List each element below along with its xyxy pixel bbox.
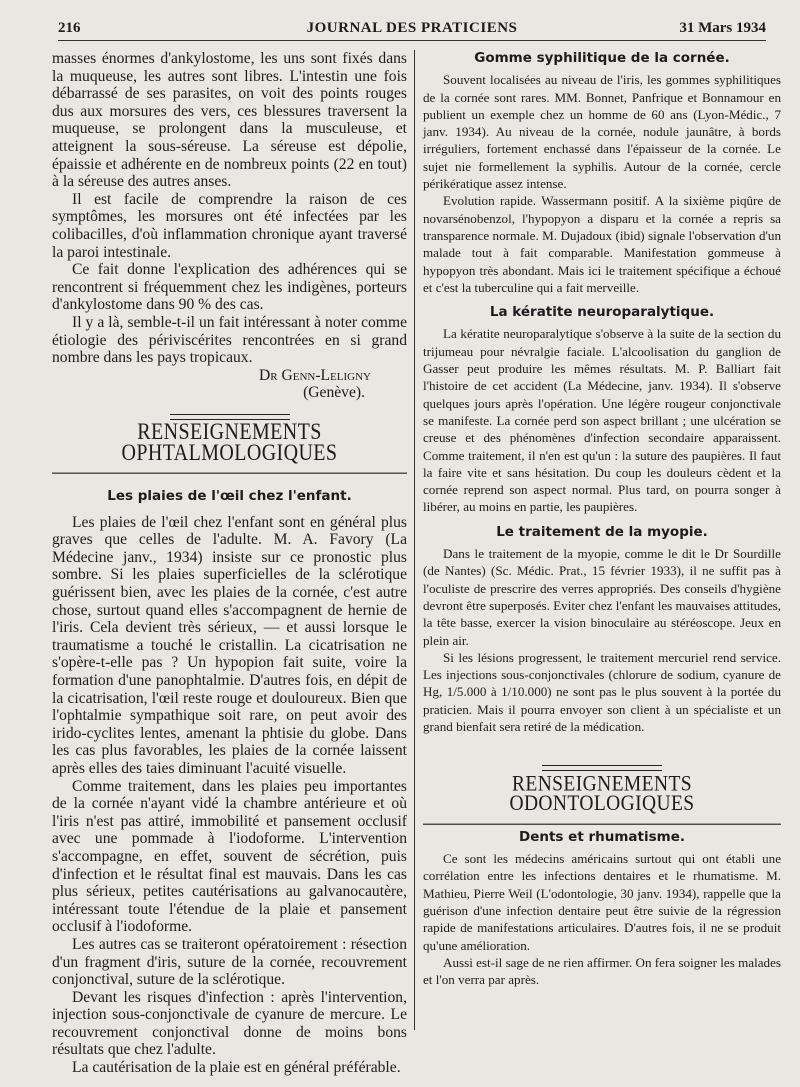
paragraph: Ce sont les médecins américains surtout qui ont établi une corrélation entre les infections dentaires et le rhumatisme. M. Mathieu, Pierre Weil (L'odontologie, 30 janv. 1934), rappelle que la guérison d'une infection dentaire peut être suivie de la régression rapide de manifestations articulaires. D'autres fois, il ne se produit qu'une amélioration. <box>423 851 781 953</box>
page-header <box>58 20 766 41</box>
journal-title: JOURNAL DES PRATICIENS <box>306 20 518 36</box>
paragraph: Ce fait donne l'explication des adhérences qui se rencontrent si fréquemment chez les indigènes, porteurs d'ankylostome dans 90 % des cas. <box>52 261 407 314</box>
paragraph: Il y a là, semble-t-il un fait intéressant à noter comme étiologie des périviscérites rencontrées en si grand nombre dans les pays tropicaux. <box>52 313 407 367</box>
paragraph: Devant les risques d'infection : après l'intervention, injection sous-conjonctivale de cyanure de mercure. Le recouvrement conjonctival donne de moins bons résultats que chez l'adulte. <box>52 988 407 1059</box>
paragraph: Dans le traitement de la myopie, comme le dit le Dr Sourdille (de Nantes) (Sc. Médic. Prat., 15 février 1933), il ne suffit pas à l'oculiste de prescrire des verres appropriés. Des conseils d'hygiène devront être superposés. Eviter chez l'enfant les mauvaises attitudes, la tête basse, exercer la vision binoculaire au stéréoscope. Jeux en plein air. <box>423 546 781 648</box>
left-column <box>52 50 407 1077</box>
right-column <box>423 50 781 1047</box>
paragraph: Aussi est-il sage de ne rien affirmer. On fera soigner les malades et l'on verra par après. <box>423 954 781 988</box>
article-title: Le traitement de la myopie. <box>496 523 708 540</box>
section-title-ophtalmology: RENSEIGNEMENTS OPHTALMOLOGIQUES <box>52 416 407 474</box>
paragraph: Comme traitement, dans les plaies peu importantes de la cornée n'ayant vidé la chambre antérieure et où l'iris n'est pas attiré, immobilité et pansement occlusif avec une pommade à l'iodoforme. L'intervention s'accompagne, en effet, souvent de sécrétion, puis d'infection et le résultat final est mauvais. Dans les cas plus sérieux, petites cautérisations au galvanocautère, intéressant toute l'étendue de la plaie et pansement occlusif à l'iodoforme. <box>52 777 407 936</box>
paragraph: Les autres cas se traiteront opératoirement : résection d'un fragment d'iris, suture de la cornée, recouvrement conjonctival, suture de la sclérotique. <box>52 935 407 989</box>
paragraph: Il est facile de comprendre la raison de ces symptômes, les morsures ont été infectées par les colibacilles, d'où inflammation chronique ayant traversé la paroi intestinale. <box>52 190 407 261</box>
author-signature: Dr Genn-Leligny <box>258 366 371 384</box>
paragraph: La cautérisation de la plaie est en général préférable. <box>72 1059 401 1077</box>
paragraph: Evolution rapide. Wassermann positif. A la sixième piqûre de novarsénobenzol, l'hypopyon a disparu et la cornée a repris sa transparence normale. M. Dujadoux (ibid) signale l'observation d'un malade tout à fait comparable. Manifestation gommeuse à hypopyon très abondant. Mais ici le traitement spécifique a échoué et c'est la tuberculine qui a fait merveille. <box>423 193 781 295</box>
page-number: 216 <box>58 20 81 36</box>
article-title: Les plaies de l'œil chez l'enfant. <box>107 488 352 505</box>
paragraph: Les plaies de l'œil chez l'enfant sont en général plus graves que celles de l'adulte. M. A. Favory (La Médecine janv., 1934) insiste sur ce pronostic plus sombre. Si les plaies superficielles de la sclérotique guérissent bien, avec les plaies de la cornée, c'est autre chose, surtout quand elles s'accompagnent de hernie de l'iris. Cela devient très sérieux, — et aussi lorsque le traumatisme a touché le cristallin. La cicatrisation ne s'opère-t-elle pas ? Un hypopion fait suite, voire la formation d'une panophtalmie. D'autres fois, en dépit de la cicatrisation, l'œil reste rouge et douloureux. Bien que l'ophtalmie sympathique soit rare, on peut avoir des irido-cyclites lentes, amenant la phtisie du globe. Dans les cas plus favorables, les plaies de la cornée laissent après elles des taies diminuant l'acuité visuelle. <box>52 513 407 777</box>
paragraph: Souvent localisées au niveau de l'iris, les gommes syphilitiques de la cornée sont rares. MM. Bonnet, Panfrique et Bonnamour en publient un exemple chez un homme de 60 ans (Lyon-Médic., 7 janv. 1934). Au niveau de la cornée, nodule jaunâtre, à bords irréguliers, fortement enchassé dans l'épaisseur de la cornée. Le sujet nie formellement la syphilis. Autour de la cornée, cercle périkératique assez intense. <box>423 72 781 192</box>
column-divider <box>414 50 415 1030</box>
article-title: Gomme syphilitique de la cornée. <box>474 50 730 66</box>
paragraph: Si les lésions progressent, le traitement mercuriel rend service. Les injections sous-conjonctivales (chlorure de sodium, cyanure de Hg, 1/5.000 à 1/10.000) ne sont pas le plus souvent à la portée du praticien. Mais il pourra envoyer son client à un spécialiste et un grand bienfait sera retiré de la médication. <box>423 649 781 734</box>
article-title: La kératite neuroparalytique. <box>489 304 715 321</box>
author-city: (Genève). <box>303 384 365 402</box>
paragraph: La kératite neuroparalytique s'observe à la suite de la section du trijumeau pour névralgie faciale. L'alcoolisation du ganglion de Gasser peut produire les mêmes résultats. M. P. Balliart fait l'histoire de cet accident (La Médecine, janv. 1934). Il s'observe quelques jours après l'opération. Une légère rougeur conjonctivale se manifeste. La cornée perd son aspect brillant ; une ulcération se creuse et des phénomènes d'infection secondaire apparaissent. Comme traitement, il n'en est qu'un : la suture des paupières. Il faut la faire vite et sans hésitation. Du coup les douleurs cèdent et la cornée reprend son aspect normal. Plus tard, on pourra songer à libérer, au moins en partie, les paupières. <box>423 326 781 515</box>
paragraph: masses énormes d'ankylostome, les uns sont fixés dans la muqueuse, les autres sont libres. L'intestin une fois débarrassé de ses parasites, on voit des points rouges dus aux morsures des vers, ces blessures traversent la muqueuse, se prolongent dans la musculeuse, et atteignent la sous-séreuse. La séreuse est dépolie, épaissie et adhérente en de nombreux points (22 en tout) à la séreuse des autres anses. <box>52 50 407 191</box>
section-title-odontology: RENSEIGNEMENTS ODONTOLOGIQUES <box>423 768 781 825</box>
article-title: Dents et rhumatisme. <box>519 828 685 845</box>
issue-date: 31 Mars 1934 <box>679 20 766 36</box>
